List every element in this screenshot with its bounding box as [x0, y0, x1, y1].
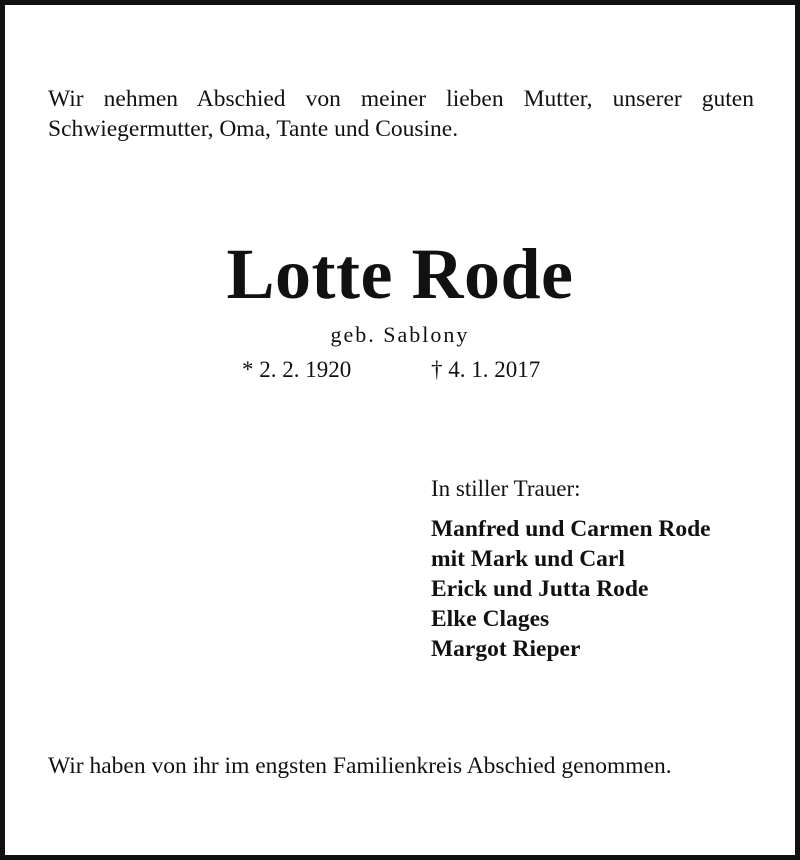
- family-member: Margot Rieper: [431, 636, 581, 662]
- family-member: Manfred und Carmen Rode: [431, 516, 711, 542]
- family-member: Erick und Jutta Rode: [431, 576, 649, 602]
- deceased-name: Lotte Rode: [226, 234, 574, 314]
- mourning-label: In stiller Trauer:: [431, 476, 581, 501]
- family-member: Elke Clages: [431, 606, 550, 632]
- birth-date: * 2. 2. 1920: [242, 357, 352, 382]
- intro-text: Wir nehmen Abschied von meiner lieben Mutter, unserer guten Schwiegermutter, Oma, Tante und Cousine.: [48, 86, 754, 142]
- family-list: [431, 514, 711, 664]
- death-date: † 4. 1. 2017: [431, 357, 541, 382]
- maiden-name: geb. Sablony: [330, 322, 470, 347]
- family-member: mit Mark und Carl: [431, 546, 625, 572]
- closing-text: Wir haben von ihr im engsten Familienkreis Abschied genommen.: [48, 753, 672, 779]
